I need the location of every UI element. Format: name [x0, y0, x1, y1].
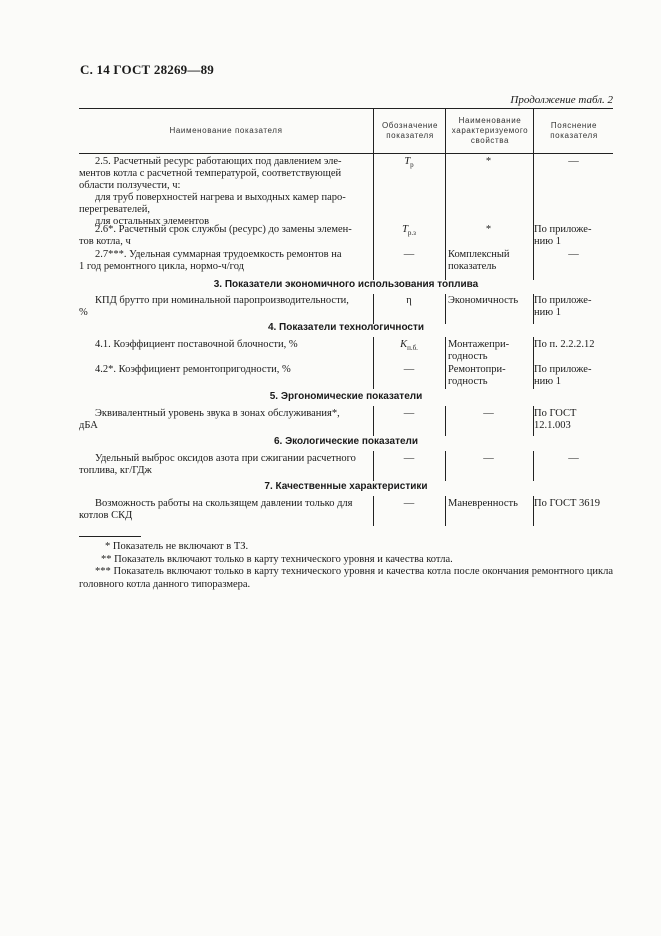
text-line: для остальных элементов: [95, 216, 210, 227]
text-line: %: [79, 307, 88, 318]
indicator-symbol: η: [406, 295, 412, 306]
text-line: тов котла, ч: [79, 236, 131, 247]
footnote-rule: [79, 536, 141, 537]
text-line: Удельный выброс оксидов азота при сжигании расчетного: [95, 453, 356, 464]
indicator-symbol: [376, 156, 442, 171]
indicator-symbol: —: [403, 249, 415, 260]
header-property: Наименование характеризуемого свойства: [451, 116, 529, 145]
text-line: Ремонтопри-: [448, 364, 506, 375]
text-line: годность: [448, 351, 488, 362]
text-line: По ГОСТ: [534, 408, 577, 419]
text-line: КПД брутто при номинальной паропроизводительности,: [95, 295, 349, 306]
indicator-symbol: —: [403, 498, 415, 509]
column-divider: [445, 496, 446, 526]
text-line: Монтажепри-: [448, 339, 510, 350]
section-title: 7. Качественные характеристики: [264, 481, 428, 492]
indicator-property: [448, 249, 529, 273]
indicator-note: —: [568, 249, 579, 260]
header-divider: [445, 109, 446, 153]
text-line: 2.7***. Удельная суммарная трудоемкость ремонтов на: [95, 249, 342, 260]
column-divider: [373, 406, 374, 436]
indicator-name: [79, 249, 372, 273]
text-line: 12.1.003: [534, 420, 571, 431]
text-line: 2.5. Расчетный ресурс работающих под давлением эле-: [95, 156, 342, 167]
indicator-note: [534, 364, 613, 388]
indicator-note: [534, 408, 613, 432]
section-title: 5. Эргономические показатели: [269, 391, 423, 402]
indicator-name: [79, 453, 372, 477]
column-divider: [533, 154, 534, 280]
column-divider: [373, 154, 374, 280]
text-line: Возможность работы на скользящем давлении только для: [95, 498, 353, 509]
indicator-name: 4.1. Коэффициент поставочной блочности, %: [95, 339, 298, 350]
indicators-table: [79, 108, 613, 521]
text-line: нию 1: [534, 376, 561, 387]
column-divider: [445, 406, 446, 436]
indicator-property: *: [485, 224, 492, 235]
indicator-name: [79, 156, 372, 228]
indicator-symbol: [376, 339, 442, 354]
text-line: По приложе-: [534, 295, 592, 306]
text-line: По приложе-: [534, 364, 592, 375]
indicator-name: [79, 408, 372, 432]
section-title: 3. Показатели экономичного использования топлива: [213, 279, 479, 290]
indicator-property: Маневренность: [448, 498, 518, 509]
column-divider: [445, 154, 446, 280]
column-divider: [373, 496, 374, 526]
column-divider: [445, 451, 446, 481]
indicator-property: —: [483, 408, 494, 419]
header-divider: [533, 109, 534, 153]
text-line: По приложе-: [534, 224, 592, 235]
indicator-property: [448, 339, 529, 363]
header-symbol: Обозначение показателя: [381, 121, 439, 140]
text-line: котлов СКД: [79, 510, 133, 521]
indicator-note: —: [568, 156, 579, 167]
text-line: нию 1: [534, 236, 561, 247]
indicator-property: [448, 364, 529, 388]
page-header: С. 14 ГОСТ 28269—89: [80, 62, 214, 77]
indicator-symbol: —: [403, 364, 415, 375]
indicator-note: По ГОСТ 3619: [534, 498, 601, 509]
text-line: дБА: [79, 420, 98, 431]
indicator-note: [534, 295, 613, 319]
column-divider: [373, 451, 374, 481]
section-title: 4. Показатели технологичности: [267, 322, 425, 333]
column-divider: [373, 294, 374, 324]
indicator-property: Экономичность: [448, 295, 519, 306]
symbol-subscript: п.б.: [407, 344, 418, 353]
header-divider: [373, 109, 374, 153]
indicator-symbol: —: [403, 453, 415, 464]
indicator-note: По п. 2.2.2.12: [534, 339, 595, 350]
text-line: показатель: [448, 261, 497, 272]
column-divider: [445, 337, 446, 389]
indicator-symbol: [376, 224, 442, 239]
section-title: 6. Экологические показатели: [273, 436, 419, 447]
indicator-property: *: [485, 156, 492, 167]
indicator-property: —: [483, 453, 494, 464]
text-line: нию 1: [534, 307, 561, 318]
text-line: 1 год ремонтного цикла, нормо-ч/год: [79, 261, 245, 272]
table-continuation-label: Продолжение табл. 2: [510, 94, 613, 106]
text-line: годность: [448, 376, 488, 387]
indicator-name: [79, 498, 372, 522]
text-line: Комплексный: [448, 249, 510, 260]
indicator-name: 4.2*. Коэффициент ремонтопригодности, %: [95, 364, 291, 375]
indicator-name: [79, 295, 372, 319]
header-indicator-name: Наименование показателя: [169, 126, 283, 135]
footnote: *** Показатель включают только в карту технического уровня и качества котла после окончания ремонтного цикла головного котла данного типоразмера.: [79, 566, 613, 590]
indicator-note: —: [568, 453, 579, 464]
symbol-letter: K: [400, 339, 408, 350]
header-explanation: Пояснение показателя: [550, 121, 598, 140]
footnote: ** Показатель включают только в карту технического уровня и качества котла.: [101, 553, 453, 565]
footnotes: [79, 536, 613, 591]
column-divider: [445, 294, 446, 324]
indicator-name: [79, 224, 372, 248]
footnote: * Показатель не включают в ТЗ.: [105, 541, 249, 552]
symbol-subscript: р: [410, 161, 414, 170]
text-line: для труб поверхностей нагрева и выходных камер паро-: [95, 192, 346, 203]
text-line: перегревателей,: [79, 204, 151, 215]
symbol-letter: T: [404, 156, 411, 167]
indicator-symbol: —: [403, 408, 415, 419]
table-header: [79, 108, 613, 154]
symbol-letter: T: [402, 224, 408, 235]
text-line: топлива, кг/ГДж: [79, 465, 152, 476]
text-line: Эквивалентный уровень звука в зонах обслуживания*,: [95, 408, 340, 419]
text-line: 2.6*. Расчетный срок службы (ресурс) до замены элемен-: [95, 224, 352, 235]
text-line: ментов котла с расчетной температурой, соответствующей: [79, 168, 342, 179]
column-divider: [373, 337, 374, 389]
indicator-note: [534, 224, 613, 248]
text-line: области ползучести, ч:: [79, 180, 181, 191]
symbol-subscript: р.з: [407, 229, 416, 238]
